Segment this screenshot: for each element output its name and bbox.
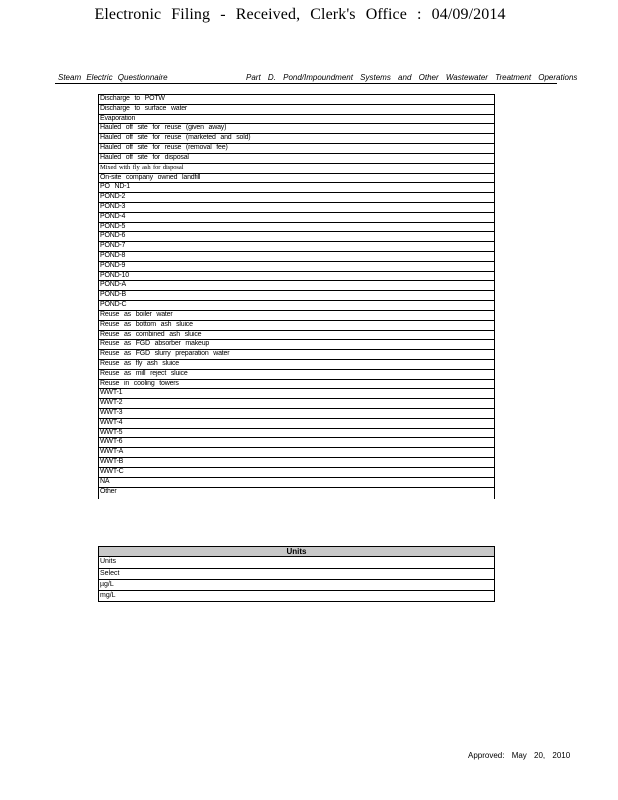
list-item: POND-6 <box>99 231 494 241</box>
list-item: POND-A <box>99 280 494 290</box>
list-item: Discharge to POTW <box>99 94 494 104</box>
list-item: Hauled off site for reuse (marketed and sold) <box>99 133 494 143</box>
list-item: POND-4 <box>99 212 494 222</box>
list-item: Reuse as mill reject sluice <box>99 369 494 379</box>
list-item: POND-B <box>99 290 494 300</box>
list-item: WWT-C <box>99 467 494 477</box>
list-item: Reuse in cooling towers <box>99 379 494 389</box>
list-item: Hauled off site for disposal <box>99 153 494 163</box>
list-item: Other <box>99 487 494 499</box>
list-item: WWT-1 <box>99 388 494 398</box>
list-item: WWT-A <box>99 447 494 457</box>
list-item: Evaporation <box>99 114 494 124</box>
list-item: Reuse as fly ash sluice <box>99 359 494 369</box>
units-row: mg/L <box>99 590 494 601</box>
units-header: Units <box>99 546 494 557</box>
list-item: POND-9 <box>99 261 494 271</box>
list-item: NA <box>99 477 494 487</box>
list-item: PO ND-1 <box>99 182 494 192</box>
questionnaire-title: Steam Electric Questionnaire <box>58 73 168 82</box>
list-item: WWT-3 <box>99 408 494 418</box>
list-item: POND-3 <box>99 202 494 212</box>
units-row: Select <box>99 568 494 579</box>
list-item: Reuse as FGD slurry preparation water <box>99 349 494 359</box>
list-item: WWT-B <box>99 457 494 467</box>
section-title: Part D. Pond/Impoundment Systems and Other Wastewater Treatment Operations <box>246 73 578 82</box>
list-item: POND-2 <box>99 192 494 202</box>
list-item: Hauled off site for reuse (removal fee) <box>99 143 494 153</box>
list-item: WWT-2 <box>99 398 494 408</box>
list-item: POND-5 <box>99 222 494 232</box>
filing-stamp: Electronic Filing - Received, Clerk's Office : 04/09/2014 <box>94 6 506 23</box>
list-item: WWT-4 <box>99 418 494 428</box>
list-item: Reuse as FGD absorber makeup <box>99 339 494 349</box>
list-item: Reuse as combined ash sluice <box>99 330 494 340</box>
units-row: µg/L <box>99 579 494 590</box>
list-item: Reuse as boiler water <box>99 310 494 320</box>
list-item: Mixed with fly ash for disposal <box>99 163 494 173</box>
list-item: POND-10 <box>99 271 494 281</box>
units-row: Units <box>100 558 116 565</box>
list-item: WWT-5 <box>99 428 494 438</box>
approved-date: Approved: May 20, 2010 <box>468 751 571 760</box>
units-table <box>98 546 495 602</box>
units-rows <box>99 557 494 601</box>
list-item: On-site company owned landfill <box>99 173 494 183</box>
header-rule <box>55 83 557 84</box>
option-list <box>98 94 495 499</box>
list-item: POND-C <box>99 300 494 310</box>
list-item: POND-8 <box>99 251 494 261</box>
list-item: WWT-6 <box>99 437 494 447</box>
list-item: POND-7 <box>99 241 494 251</box>
list-item: Reuse as bottom ash sluice <box>99 320 494 330</box>
list-item: Hauled off site for reuse (given away) <box>99 123 494 133</box>
list-item: Discharge to surface water <box>99 104 494 114</box>
